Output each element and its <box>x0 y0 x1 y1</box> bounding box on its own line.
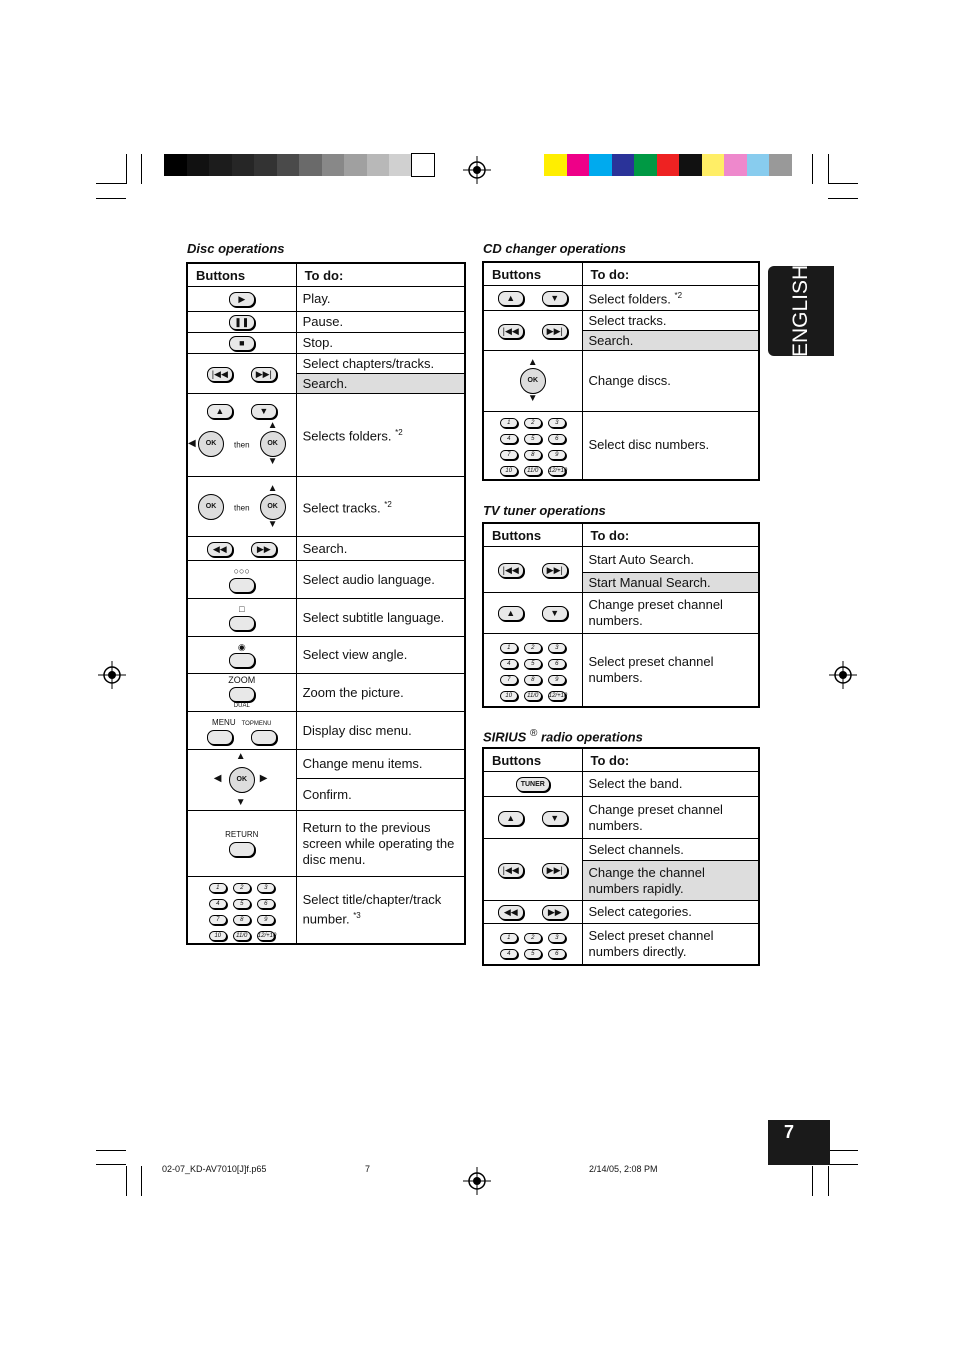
keypad-row <box>484 944 582 960</box>
page-number-box <box>768 1120 830 1165</box>
footer-page: 7 <box>365 1164 371 1174</box>
joystick-icon: ▲ OK ▼ <box>250 421 296 467</box>
todo-subtitle: Select subtitle language. <box>296 599 465 637</box>
header-todo: To do: <box>296 263 465 287</box>
todo-select-tracks: Select tracks. $^{*2}$ <box>296 477 465 537</box>
todo-select-tracks: Select tracks. <box>582 311 759 331</box>
angle-camera-icon: ◉ <box>237 641 246 652</box>
crop-mark <box>828 198 858 199</box>
number-key-icon: 12/+10 <box>257 932 277 939</box>
sirius-title-rest: radio operations <box>540 729 643 745</box>
color-swatch <box>232 154 255 176</box>
number-key-icon: 2 <box>524 933 542 943</box>
number-key-icon: 6 <box>548 949 566 959</box>
color-swatch <box>702 154 725 176</box>
registration-target-icon <box>463 1167 491 1195</box>
number-keypad-icon <box>484 413 582 477</box>
number-key-icon: 2 <box>524 418 542 428</box>
crop-mark <box>96 198 126 199</box>
number-key-icon: 5 <box>524 659 542 669</box>
skip-back-button-icon: |◀◀ <box>498 863 524 878</box>
color-swatch <box>679 154 702 176</box>
play-button-icon: ▶ <box>229 292 255 307</box>
number-key-icon: 1 <box>500 933 518 943</box>
color-swatch <box>634 154 657 176</box>
todo-change-discs: Change discs. <box>582 351 759 412</box>
dual-label: DUAL <box>233 702 250 709</box>
number-key-icon: 10 <box>500 466 518 476</box>
keypad-row <box>188 910 296 926</box>
todo-audio: Select audio language. <box>296 561 465 599</box>
disc-operations-table <box>186 262 466 945</box>
then-label: then <box>234 440 250 450</box>
todo-change-preset: Change preset channel numbers. <box>582 593 759 634</box>
todo-play: Play. <box>296 287 465 312</box>
up-button-icon: ▲ <box>207 404 233 419</box>
todo-direct: Select preset channel numbers directly. <box>582 924 759 965</box>
number-key-icon: 3 <box>257 883 275 893</box>
fast-forward-button-icon: ▶▶ <box>542 905 568 920</box>
number-key-icon: 6 <box>548 434 566 444</box>
color-swatch <box>367 154 390 176</box>
crop-mark <box>96 1150 126 1151</box>
keypad-row <box>484 429 582 445</box>
color-swatch <box>747 154 770 176</box>
header-buttons: Buttons <box>483 748 582 772</box>
number-key-icon: 10 <box>209 931 227 941</box>
keypad-row <box>484 461 582 477</box>
number-key-icon: 11/0 <box>524 691 542 701</box>
up-button-icon: ▲ <box>498 606 524 621</box>
header-buttons: Buttons <box>187 263 296 287</box>
number-keypad-icon <box>188 878 296 942</box>
keypad-row <box>484 654 582 670</box>
todo-confirm: Confirm. <box>296 779 465 811</box>
number-key-icon: 3 <box>548 933 566 943</box>
language-tab <box>768 266 834 356</box>
menu-button-icon <box>207 730 233 745</box>
rewind-button-icon: ◀◀ <box>207 542 233 557</box>
color-swatch <box>254 154 277 176</box>
zoom-label: ZOOM <box>228 675 256 686</box>
registered-mark: ® <box>529 728 538 739</box>
number-key-icon: 12/+10 <box>548 692 568 699</box>
todo-select-chapters: Select chapters/tracks. <box>296 354 465 374</box>
color-swatch <box>322 154 345 176</box>
stop-button-icon: ■ <box>229 336 255 351</box>
sirius-brand: SIRIUS <box>483 729 527 745</box>
angle-button-icon <box>229 653 255 668</box>
disc-section-title: Disc operations <box>187 241 285 256</box>
color-swatch <box>209 154 232 176</box>
number-key-icon: 1 <box>500 418 518 428</box>
todo-channels: Select channels. <box>582 839 759 861</box>
down-button-icon: ▼ <box>251 404 277 419</box>
keypad-row <box>484 445 582 461</box>
skip-forward-button-icon: ▶▶| <box>542 863 568 878</box>
number-key-icon: 5 <box>524 949 542 959</box>
todo-stop: Stop. <box>296 333 465 354</box>
color-swatch <box>187 154 210 176</box>
number-key-icon: 8 <box>233 915 251 925</box>
todo-categories: Select categories. <box>582 901 759 924</box>
number-key-icon: 1 <box>500 643 518 653</box>
color-swatch <box>277 154 300 176</box>
todo-search-2: Search. <box>296 537 465 561</box>
registration-target-icon <box>829 661 857 689</box>
number-key-icon: 11/0 <box>233 931 251 941</box>
todo-band: Select the band. <box>582 772 759 797</box>
number-key-icon: 4 <box>500 659 518 669</box>
crop-mark <box>828 154 829 184</box>
number-key-icon: 11/0 <box>524 466 542 476</box>
todo-change-preset: Change preset channel numbers. <box>582 797 759 839</box>
sirius-section-title <box>483 728 643 744</box>
color-swatch <box>412 154 435 176</box>
number-key-icon: 8 <box>524 675 542 685</box>
todo-manual-search: Start Manual Search. <box>582 573 759 593</box>
menu-label: MENU <box>212 717 236 727</box>
todo-rapid: Change the channel numbers rapidly. <box>582 861 759 901</box>
then-label: then <box>234 502 250 512</box>
number-key-icon: 5 <box>233 899 251 909</box>
todo-angle: Select view angle. <box>296 637 465 674</box>
joystick-updown-icon: ▲ OK ▼ <box>510 358 556 404</box>
skip-back-button-icon: |◀◀ <box>498 563 524 578</box>
skip-back-button-icon: |◀◀ <box>207 367 233 382</box>
crop-mark <box>828 1150 858 1151</box>
crop-mark <box>96 1164 126 1165</box>
number-key-icon: 9 <box>548 450 566 460</box>
number-key-icon: 3 <box>548 418 566 428</box>
page-number: 7 <box>784 1122 795 1142</box>
up-button-icon: ▲ <box>498 811 524 826</box>
todo-select-title: Select title/chapter/track number. $^{*3}$ <box>296 877 465 944</box>
joystick-4way-icon: ◀ ▲ OK ▼ ▶ <box>213 751 268 808</box>
number-key-icon: 7 <box>500 675 518 685</box>
sirius-table <box>482 747 760 966</box>
todo-search: Search. <box>582 331 759 351</box>
return-button-icon <box>229 842 255 857</box>
todo-select-folders: Select folders. $^{*2}$ <box>582 286 759 311</box>
color-swatch <box>164 154 187 176</box>
todo-zoom: Zoom the picture. <box>296 674 465 712</box>
joystick-icon: ▲ OK ▼ <box>250 484 296 530</box>
color-swatch <box>724 154 747 176</box>
topmenu-label: TOPMENU <box>241 720 272 727</box>
color-swatch <box>567 154 590 176</box>
keypad-row <box>188 878 296 894</box>
topmenu-button-icon <box>251 730 277 745</box>
pause-button-icon: ❚❚ <box>229 315 255 330</box>
number-key-icon: 6 <box>548 659 566 669</box>
number-key-icon: 4 <box>209 899 227 909</box>
number-key-icon: 3 <box>548 643 566 653</box>
header-todo: To do: <box>582 748 759 772</box>
header-todo: To do: <box>582 262 759 286</box>
audio-button-icon <box>229 578 255 593</box>
audio-icon: ○○○ <box>233 566 250 577</box>
number-key-icon: 7 <box>209 915 227 925</box>
color-swatch <box>344 154 367 176</box>
number-key-icon: 4 <box>500 434 518 444</box>
color-swatch <box>612 154 635 176</box>
todo-search: Search. <box>296 374 465 394</box>
footer-timestamp: 2/14/05, 2:08 PM <box>589 1164 658 1174</box>
crop-mark <box>812 1166 813 1196</box>
todo-select-preset: Select preset channel numbers. <box>582 634 759 707</box>
number-keypad-icon <box>484 928 582 960</box>
keypad-row <box>484 413 582 429</box>
keypad-row <box>484 638 582 654</box>
keypad-row <box>484 686 582 702</box>
number-key-icon: 5 <box>524 434 542 444</box>
number-key-icon: 12/+10 <box>548 468 568 475</box>
language-tab-label: ENGLISH <box>789 264 812 357</box>
registration-target-icon <box>98 661 126 689</box>
down-button-icon: ▼ <box>542 291 568 306</box>
footer-filename: 02-07_KD-AV7010[J]f.p65 <box>162 1164 267 1174</box>
crop-mark <box>141 1166 142 1196</box>
keypad-row <box>188 894 296 910</box>
crop-mark <box>126 154 127 184</box>
skip-forward-button-icon: ▶▶| <box>542 324 568 339</box>
todo-select-folders: Selects folders. $^{*2}$ <box>296 394 465 477</box>
color-swatch <box>769 154 792 176</box>
header-buttons: Buttons <box>483 523 582 547</box>
todo-change-menu: Change menu items. <box>296 750 465 779</box>
joystick-icon: OK <box>188 484 234 530</box>
color-swatch <box>389 154 412 176</box>
number-key-icon: 7 <box>500 450 518 460</box>
tuner-button-icon: TUNER <box>516 777 550 792</box>
crop-mark <box>828 1166 829 1196</box>
registration-target-icon <box>463 156 491 184</box>
subtitle-button-icon <box>229 616 255 631</box>
skip-forward-button-icon: ▶▶| <box>542 563 568 578</box>
return-label: RETURN <box>225 830 259 840</box>
todo-auto-search: Start Auto Search. <box>582 547 759 573</box>
down-button-icon: ▼ <box>542 811 568 826</box>
keypad-row <box>188 926 296 942</box>
crop-mark <box>828 183 858 184</box>
todo-disc-numbers: Select disc numbers. <box>582 412 759 480</box>
number-key-icon: 10 <box>500 691 518 701</box>
cd-changer-table <box>482 261 760 481</box>
number-key-icon: 2 <box>233 883 251 893</box>
number-key-icon: 4 <box>500 949 518 959</box>
keypad-row <box>484 928 582 944</box>
number-keypad-icon <box>484 638 582 702</box>
skip-forward-button-icon: ▶▶| <box>251 367 277 382</box>
cd-section-title: CD changer operations <box>483 241 627 256</box>
crop-mark <box>96 183 126 184</box>
header-todo: To do: <box>582 523 759 547</box>
rewind-button-icon: ◀◀ <box>498 905 524 920</box>
number-key-icon: 9 <box>257 915 275 925</box>
keypad-row <box>484 670 582 686</box>
fast-forward-button-icon: ▶▶ <box>251 542 277 557</box>
tv-section-title: TV tuner operations <box>483 503 606 518</box>
subtitle-icon: □ <box>239 604 245 615</box>
down-button-icon: ▼ <box>542 606 568 621</box>
header-buttons: Buttons <box>483 262 582 286</box>
skip-back-button-icon: |◀◀ <box>498 324 524 339</box>
zoom-button-icon <box>229 687 255 702</box>
up-button-icon: ▲ <box>498 291 524 306</box>
todo-pause: Pause. <box>296 312 465 333</box>
color-swatch <box>299 154 322 176</box>
number-key-icon: 8 <box>524 450 542 460</box>
crop-mark <box>126 1166 127 1196</box>
number-key-icon: 6 <box>257 899 275 909</box>
color-swatch <box>589 154 612 176</box>
number-key-icon: 9 <box>548 675 566 685</box>
crop-mark <box>141 154 142 184</box>
tv-tuner-table <box>482 522 760 708</box>
number-key-icon: 1 <box>209 883 227 893</box>
color-swatch <box>544 154 567 176</box>
number-key-icon: 2 <box>524 643 542 653</box>
todo-return: Return to the previous screen while operating the disc menu. <box>296 811 465 877</box>
crop-mark <box>828 1164 858 1165</box>
color-swatch <box>657 154 680 176</box>
joystick-icon: ◀ OK <box>188 421 234 467</box>
crop-mark <box>812 154 813 184</box>
todo-menu: Display disc menu. <box>296 712 465 750</box>
